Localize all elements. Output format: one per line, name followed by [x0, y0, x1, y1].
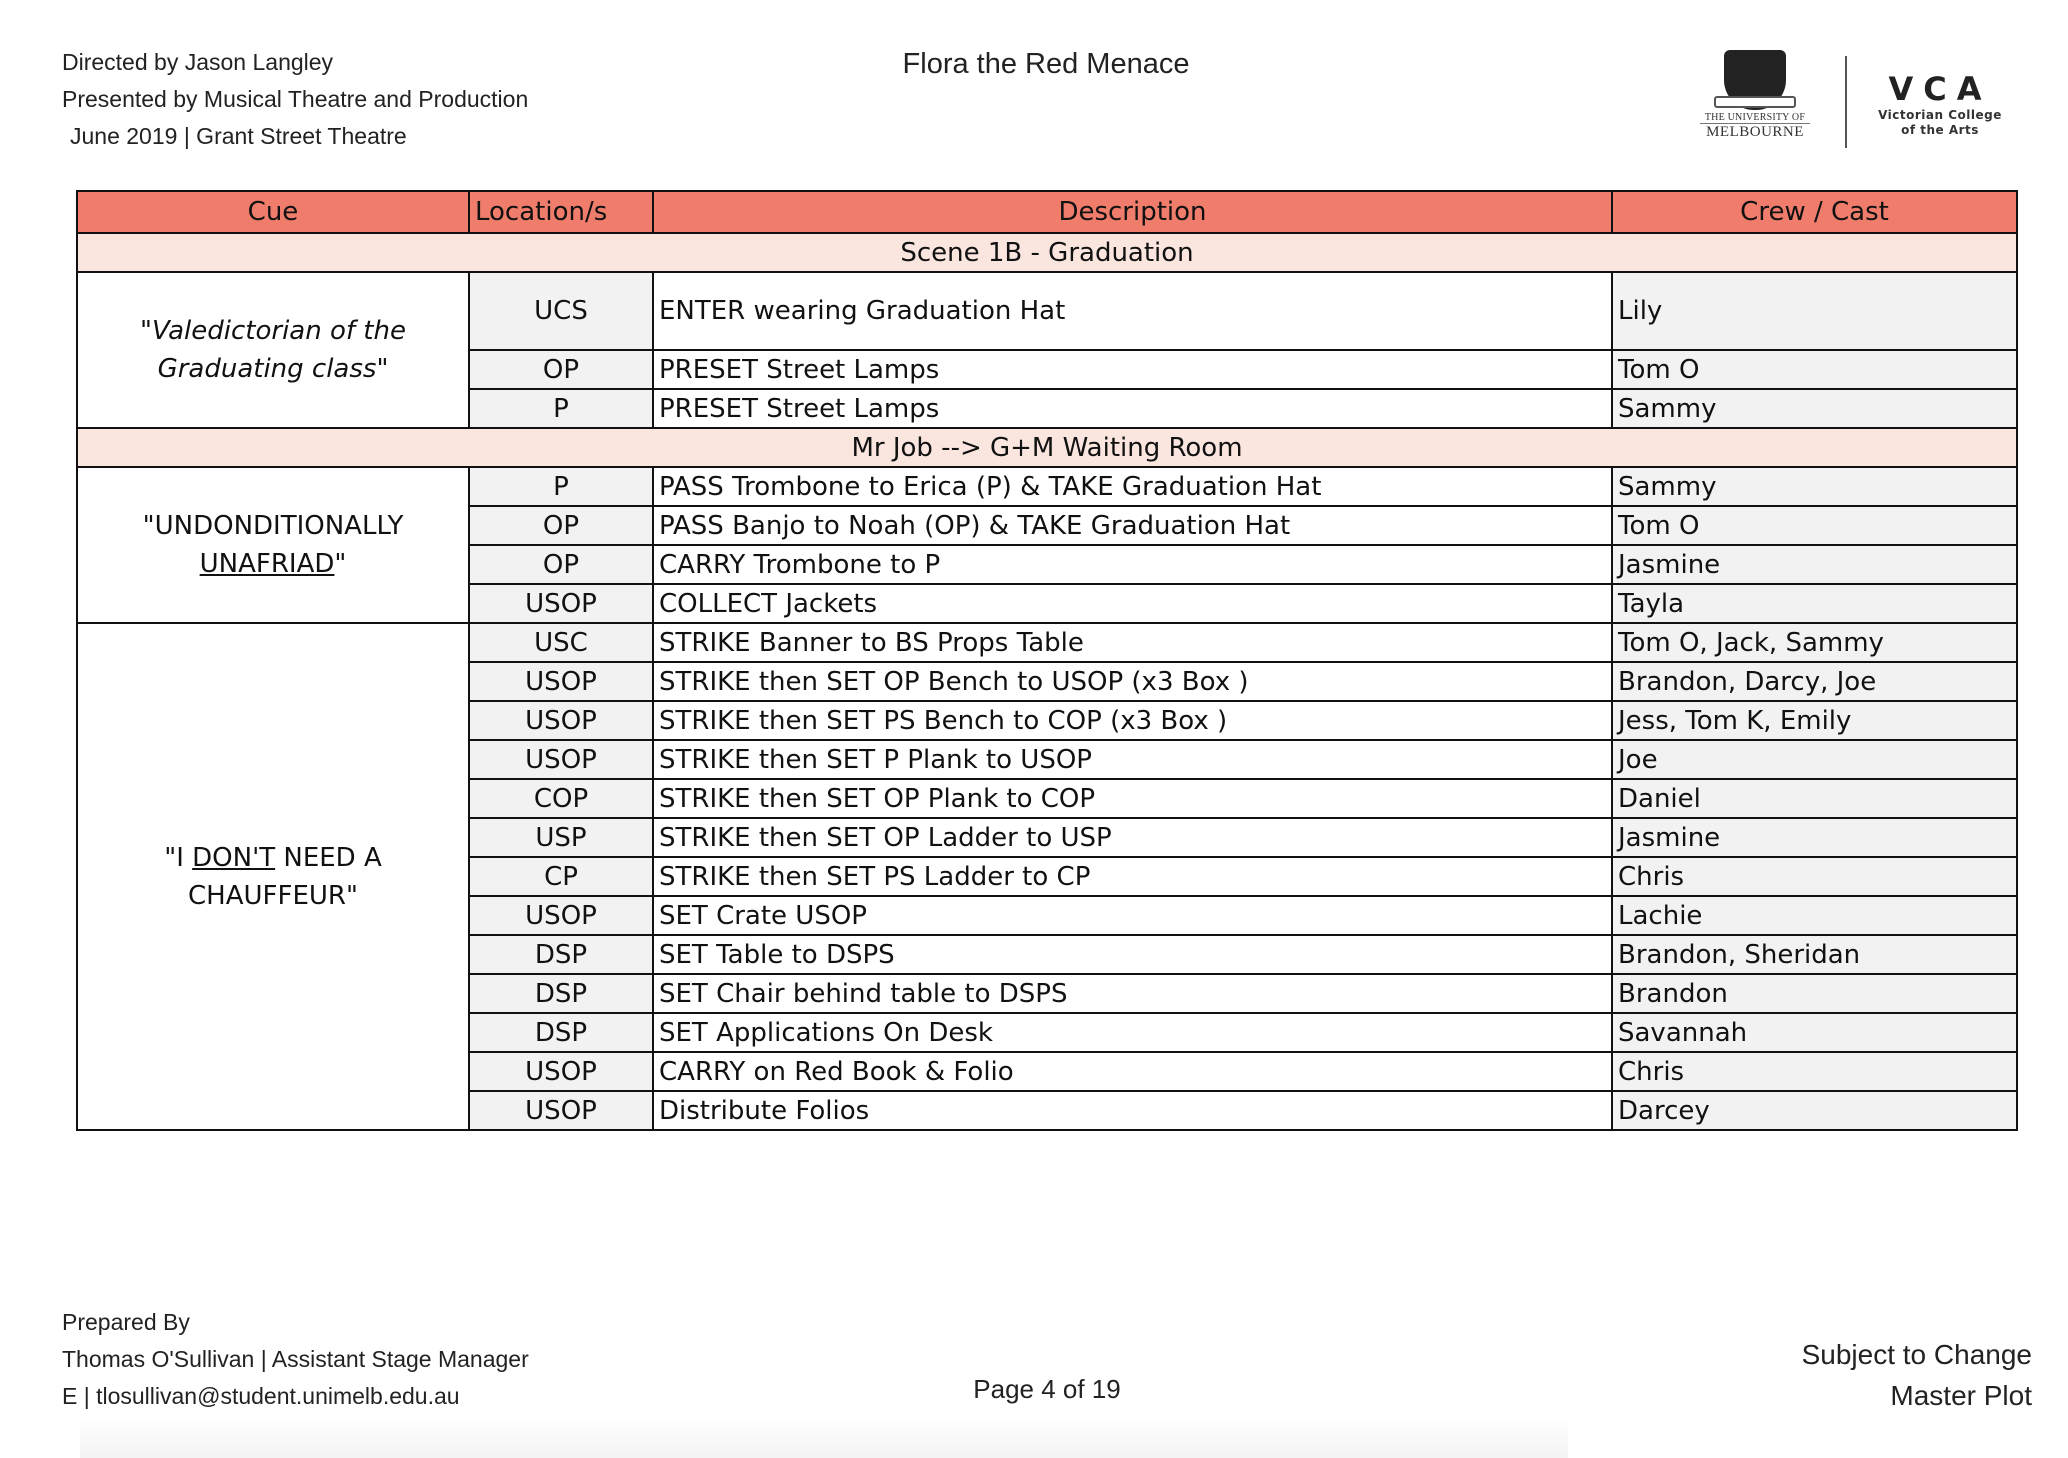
date-venue-line: June 2019 | Grant Street Theatre [70, 123, 407, 149]
location-cell: USOP [469, 701, 653, 740]
description-cell: STRIKE then SET OP Plank to COP [653, 779, 1612, 818]
cue-text: "I [164, 842, 193, 873]
location-cell: P [469, 389, 653, 428]
description-cell: PASS Banjo to Noah (OP) & TAKE Graduation Hat [653, 506, 1612, 545]
description-cell: SET Table to DSPS [653, 935, 1612, 974]
location-cell: COP [469, 779, 653, 818]
location-cell: USOP [469, 662, 653, 701]
logo-divider [1845, 56, 1847, 148]
vca-line1: Victorian College [1878, 108, 2002, 122]
location-cell: P [469, 467, 653, 506]
col-crew: Crew / Cast [1612, 191, 2017, 233]
subject-to-change: Subject to Change [1801, 1339, 2032, 1370]
location-cell: USC [469, 623, 653, 662]
location-cell: USOP [469, 584, 653, 623]
vca-line2: of the Arts [1901, 123, 1979, 137]
description-cell: PRESET Street Lamps [653, 389, 1612, 428]
crew-cell: Tom O [1612, 350, 2017, 389]
page-shadow [80, 1418, 1568, 1458]
crew-cell: Tayla [1612, 584, 2017, 623]
presenter-line: Presented by Musical Theatre and Production [62, 86, 529, 112]
location-cell: USP [469, 818, 653, 857]
description-cell: SET Crate USOP [653, 896, 1612, 935]
crest-icon [1724, 50, 1786, 110]
crew-cell: Daniel [1612, 779, 2017, 818]
location-cell: DSP [469, 974, 653, 1013]
crew-cell: Brandon, Darcy, Joe [1612, 662, 2017, 701]
cue-text: NEED A CHAUFFEUR" [188, 842, 382, 911]
uom-line1: THE UNIVERSITY OF [1700, 112, 1810, 124]
university-of-melbourne-logo [1700, 50, 1810, 141]
table-row [77, 467, 2017, 506]
location-cell: USOP [469, 740, 653, 779]
description-cell: SET Chair behind table to DSPS [653, 974, 1612, 1013]
master-plot: Master Plot [1890, 1380, 2032, 1411]
vca-logo [1865, 70, 2015, 138]
cue-text-underlined: UNAFRIAD [199, 549, 335, 579]
scene-band-row [77, 428, 2017, 467]
cue-text: "Valedictorian of the Graduating class" [140, 316, 406, 384]
crew-cell: Savannah [1612, 1013, 2017, 1052]
location-cell: DSP [469, 935, 653, 974]
logos [1700, 50, 2020, 150]
crew-cell: Sammy [1612, 467, 2017, 506]
cue-table [76, 190, 2018, 1131]
cue-cell [77, 623, 469, 1130]
prepared-by-label: Prepared By [62, 1309, 190, 1335]
crew-cell: Tom O, Jack, Sammy [1612, 623, 2017, 662]
crew-cell: Jasmine [1612, 818, 2017, 857]
crew-cell: Chris [1612, 1052, 2017, 1091]
cue-text: " [334, 549, 347, 579]
vca-wordmark: VCA [1888, 70, 1992, 108]
crew-cell: Brandon, Sheridan [1612, 935, 2017, 974]
crew-cell: Jess, Tom K, Emily [1612, 701, 2017, 740]
preparer-name: Thomas O'Sullivan | Assistant Stage Manager [62, 1346, 529, 1372]
col-cue: Cue [77, 191, 469, 233]
crew-cell: Lachie [1612, 896, 2017, 935]
location-cell: USOP [469, 1052, 653, 1091]
description-cell: STRIKE Banner to BS Props Table [653, 623, 1612, 662]
description-cell: ENTER wearing Graduation Hat [653, 272, 1612, 350]
description-cell: CARRY on Red Book & Folio [653, 1052, 1612, 1091]
document-title: Flora the Red Menace [902, 48, 1190, 80]
crew-cell: Chris [1612, 857, 2017, 896]
crew-cell: Jasmine [1612, 545, 2017, 584]
footer-right [1802, 1334, 2032, 1416]
description-cell: STRIKE then SET PS Bench to COP (x3 Box ) [653, 701, 1612, 740]
description-cell: Distribute Folios [653, 1091, 1612, 1130]
description-cell: STRIKE then SET OP Ladder to USP [653, 818, 1612, 857]
location-cell: OP [469, 350, 653, 389]
description-cell: COLLECT Jackets [653, 584, 1612, 623]
col-description: Description [653, 191, 1612, 233]
scene-band: Mr Job --> G+M Waiting Room [77, 428, 2017, 467]
crew-cell: Brandon [1612, 974, 2017, 1013]
location-cell: CP [469, 857, 653, 896]
crew-cell: Sammy [1612, 389, 2017, 428]
uom-line2: MELBOURNE [1706, 124, 1804, 140]
cue-cell [77, 272, 469, 428]
location-cell: OP [469, 506, 653, 545]
description-cell: STRIKE then SET OP Bench to USOP (x3 Box ) [653, 662, 1612, 701]
scene-band: Scene 1B - Graduation [77, 233, 2017, 272]
crew-cell: Tom O [1612, 506, 2017, 545]
preparer-email: E | tlosullivan@student.unimelb.edu.au [62, 1383, 460, 1409]
location-cell: OP [469, 545, 653, 584]
location-cell: UCS [469, 272, 653, 350]
page-number: Page 4 of 19 [973, 1374, 1121, 1404]
table-row [77, 623, 2017, 662]
crew-cell: Joe [1612, 740, 2017, 779]
scene-band-row [77, 233, 2017, 272]
location-cell: DSP [469, 1013, 653, 1052]
description-cell: STRIKE then SET PS Ladder to CP [653, 857, 1612, 896]
description-cell: PRESET Street Lamps [653, 350, 1612, 389]
description-cell: STRIKE then SET P Plank to USOP [653, 740, 1612, 779]
description-cell: PASS Trombone to Erica (P) & TAKE Graduation Hat [653, 467, 1612, 506]
crew-cell: Lily [1612, 272, 2017, 350]
col-location: Location/s [469, 191, 653, 233]
cue-cell [77, 467, 469, 623]
description-cell: CARRY Trombone to P [653, 545, 1612, 584]
cue-text: "UNDONDITIONALLY [142, 511, 404, 541]
crew-cell: Darcey [1612, 1091, 2017, 1130]
location-cell: USOP [469, 896, 653, 935]
director-line: Directed by Jason Langley [62, 49, 334, 75]
table-row [77, 272, 2017, 350]
description-cell: SET Applications On Desk [653, 1013, 1612, 1052]
cue-text-underlined: DON'T [192, 842, 276, 873]
location-cell: USOP [469, 1091, 653, 1130]
